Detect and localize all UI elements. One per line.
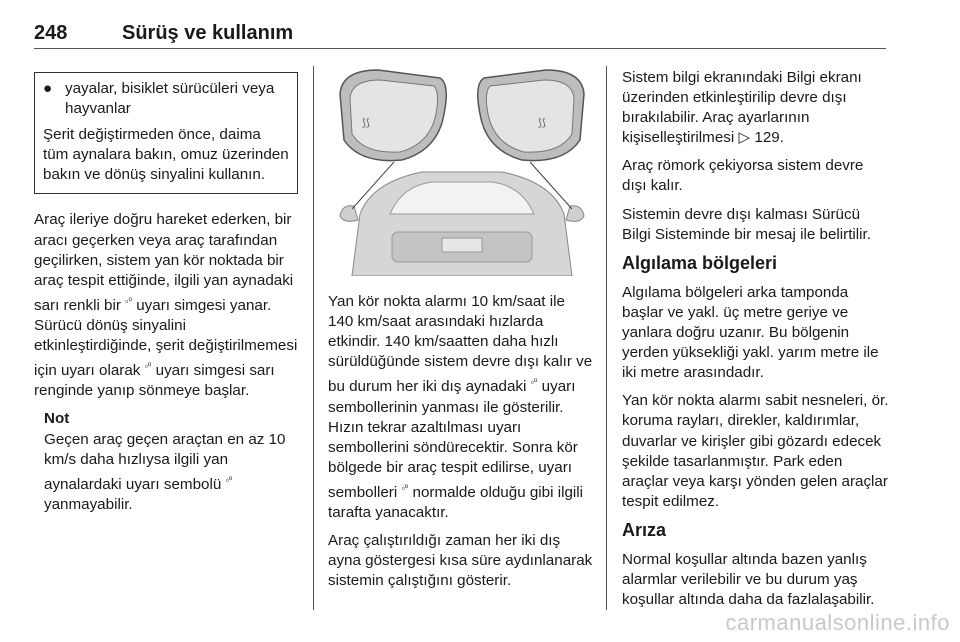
section-heading: Algılama bölgeleri — [622, 252, 778, 273]
paragraph: Sistem bilgi ekranındaki Bilgi ekranı üzerinden etkinleştirilip devre dışı bırakılabilir. Araç ayarlarının kişiselleştirilmesi ▷ 129. — [622, 69, 862, 147]
warning-box — [34, 72, 298, 194]
blind-spot-warning-icon: ⟆⟆ — [362, 118, 370, 129]
page-header — [34, 10, 886, 50]
paragraph: Normal koşullar altında bazen yanlış alarmlar verilebilir ve bu durum yaş koşullar altında daha da fazlalaşabilir. — [622, 550, 875, 609]
column-1 — [34, 72, 298, 515]
paragraph: Yan kör nokta alarmı 10 km/saat ile 140 km/saat arasındaki hızlarda etkindir. 140 km/saatten daha hızlı sürüldüğünde sistem devre dışı kalır ve bu durum her iki dış aynadaki $^{▫^0}$ uyarı sembollerinin yanması ile gösterilir. Hızın tekrar azaltılması uyarı sembollerini söndürecektir. Sonra kör bölgede bir araç tespit edilirse, uyarı sembolleri $^{▫^0}$ normalde olduğu gibi ilgili tarafta yanacaktır. — [328, 293, 593, 522]
note-title: Not — [44, 410, 70, 428]
blind-spot-warning-icon: ▫⁰ — [401, 482, 409, 493]
page-reference-arrow-icon: ▷ — [738, 129, 751, 147]
column-divider-1 — [313, 66, 314, 610]
watermark: carmanualsonline.info — [725, 610, 950, 635]
bullet-icon: ● — [43, 80, 53, 97]
paragraph: Araç römork çekiyorsa sistem devre dışı kalır. — [622, 157, 864, 195]
note-text: Geçen araç geçen araçtan en az 10 km/s daha hızlıysa ilgili yan aynalardaki uyarı sembolü $^{▫^0}$ yanmayabilir. — [44, 430, 286, 513]
section-heading: Arıza — [622, 519, 667, 540]
page-reference[interactable]: 129. — [754, 129, 784, 147]
blind-spot-warning-icon: ▫⁰ — [125, 295, 132, 306]
blind-spot-warning-icon: ⟆⟆ — [538, 118, 546, 129]
blind-spot-warning-icon: ▫⁰ — [144, 361, 152, 372]
column-divider-2 — [606, 66, 607, 610]
paragraph: Algılama bölgeleri arka tamponda başlar ve yakl. üç metre geriye ve yanlara doğru uzanır. Bu bölgenin yerden yüksekliği yakl. yarım metre ile iki metre arasındadır. — [622, 283, 879, 382]
paragraph: Araç çalıştırıldığı zaman her iki dış ayna göstergesi kısa süre aydınlanarak sistemin çalıştığını gösterir. — [328, 532, 593, 590]
blind-spot-warning-icon: ▫⁰ — [530, 377, 538, 388]
mirror-illustration — [332, 64, 592, 276]
paragraph: Araç ileriye doğru hareket ederken, bir aracı geçerken veya araç tarafından geçilirken, sistem yan kör noktada bir araç tespit ettiğinde, ilgili yan aynadaki sarı renkli bir $^{▫^0}$ uyarı simgesi yanar. Sürücü dönüş sinyalini etkinleştirdiğinde, şerit değiştirilmemesi için uyarı olarak $^{▫^0}$ uyarı simgesi sarı renginde yanıp sönmeye başlar. — [34, 211, 298, 400]
paragraph: Yan kör nokta alarmı sabit nesneleri, ör. koruma rayları, direkler, kaldırımlar, duvarlar ve kirişler gibi gözardı edecek şekilde tasarlanmıştır. Park eden araçlar veya karşı yönden gelen araçlar tespit edilmez. — [622, 392, 889, 510]
page-number: 248 — [34, 22, 68, 44]
list-item: ● yayalar, bisiklet sürücüleri veya hayvanlar — [43, 79, 289, 119]
chapter-title: Sürüş ve kullanım — [122, 22, 294, 44]
note-block — [34, 409, 298, 515]
header-rule — [34, 48, 886, 49]
paragraph: Sistemin devre dışı kalması Sürücü Bilgi Sisteminde bir mesaj ile belirtilir. — [622, 205, 871, 243]
column-2 — [328, 292, 594, 599]
column-3 — [622, 68, 890, 618]
blind-spot-warning-icon: ▫⁰ — [225, 474, 233, 485]
warning-text: Şerit değiştirmeden önce, daima tüm aynalara bakın, omuz üzerinden bakın ve dönüş sinyalini kullanın. — [43, 126, 289, 184]
